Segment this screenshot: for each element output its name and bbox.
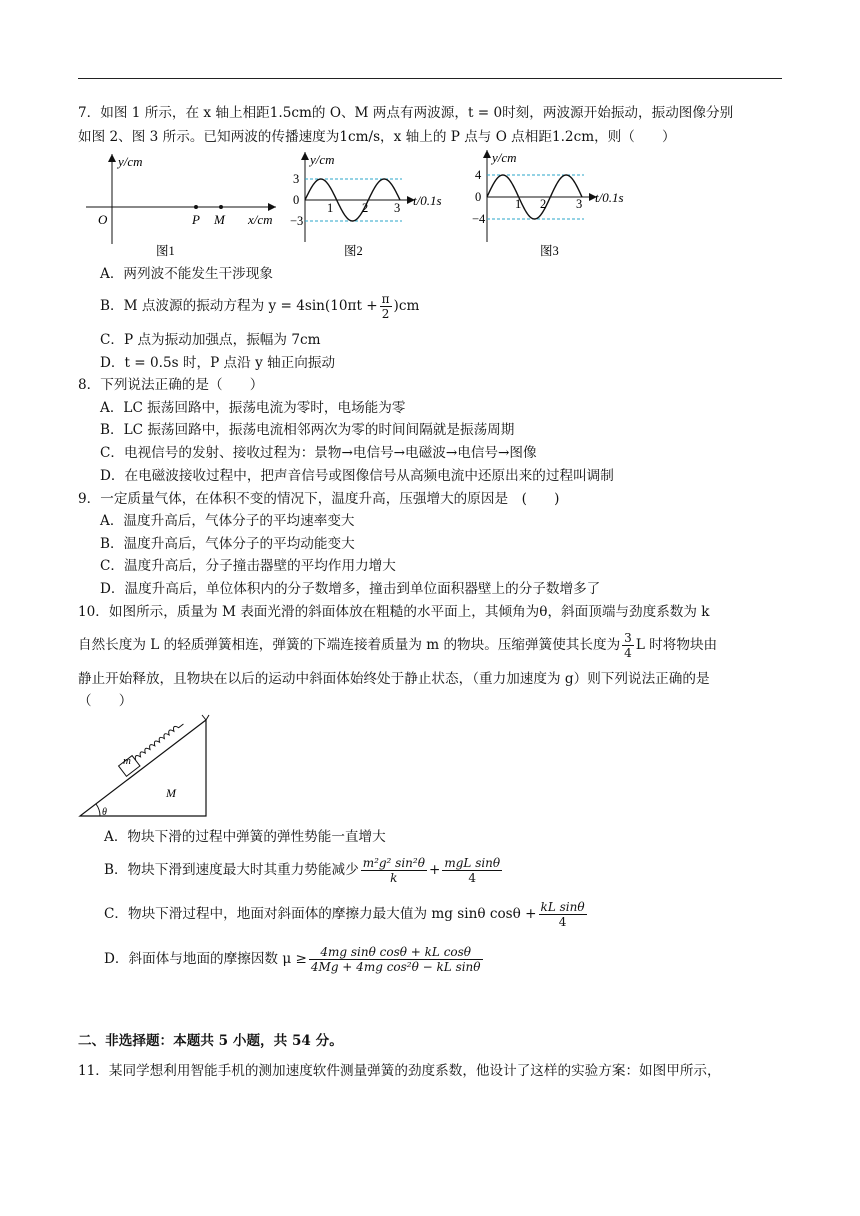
q10-option-d[interactable] — [104, 941, 485, 977]
q7-figure3 — [472, 148, 652, 262]
q7-option-d[interactable]: D．t = 0.5s 时，P 点沿 y 轴正向振动 — [100, 355, 336, 371]
fig3-xtick-2: 2 — [540, 197, 547, 211]
fig1-point-p — [194, 205, 198, 209]
fig3-ytick-bottom: −4 — [472, 212, 486, 226]
fig3-xtick-1: 1 — [515, 197, 522, 211]
q11-stem-line1: 11．某同学想利用智能手机的测加速度软件测量弹簧的劲度系数，他设计了这样的实验方案：如图甲所示， — [78, 1063, 721, 1079]
q10-option-c-text: C．物块下滑过程中，地面对斜面体的摩擦力最大值为 mg sinθ cosθ + — [104, 906, 537, 922]
fig2-ytick-top: 3 — [293, 172, 300, 186]
q10-option-b-fraction2: $\frac{\text{mgL sinθ}}{4}$ — [444, 856, 501, 885]
q7-stem-line1: 7．如图 1 所示，在 x 轴上相距1.5cm的 O、M 两点有两波源，t = 0时刻，两波源开始振动，振动图像分别 — [78, 105, 734, 121]
q10-option-c[interactable] — [104, 896, 589, 932]
q8-stem: 8．下列说法正确的是（ ） — [78, 377, 264, 393]
fig1-p-label: P — [192, 212, 200, 227]
fig1-caption: 图1 — [156, 244, 175, 258]
fig3-ylabel: y/cm — [492, 150, 517, 165]
q10-option-b-plus: + — [428, 862, 441, 878]
fig2-xtick-1: 1 — [327, 201, 334, 215]
fig3-ytick-top: 4 — [475, 168, 482, 182]
q7-option-b[interactable] — [100, 288, 419, 324]
q10-option-c-fraction: $\frac{\text{kL sinθ}}{4}$ — [540, 900, 585, 929]
fig3-caption: 图3 — [540, 244, 559, 258]
q10-option-b[interactable] — [104, 852, 504, 888]
q10-option-b-fraction1: $\frac{\text{m²g² sin²θ}}{k}$ — [362, 856, 425, 885]
q10-stem-line2 — [78, 627, 717, 663]
q9-stem: 9．一定质量气体，在体积不变的情况下，温度升高，压强增大的原因是 ( ) — [78, 491, 560, 507]
fig2-xtick-2: 2 — [362, 201, 369, 215]
fig2-ylabel: y/cm — [310, 152, 335, 167]
fig3-xtick-3: 3 — [576, 197, 583, 211]
q10-option-a[interactable]: A．物块下滑的过程中弹簧的弹性势能一直增大 — [104, 829, 386, 845]
q10-stem-line4: （ ） — [78, 693, 133, 709]
q10-incline-figure — [78, 714, 218, 820]
q7-option-c[interactable]: C．P 点为振动加强点，振幅为 7cm — [100, 332, 321, 348]
block-m-label: m — [123, 755, 131, 767]
q8-option-a[interactable]: A．LC 振荡回路中，振荡电流为零时，电场能为零 — [100, 400, 406, 416]
q8-option-d[interactable]: D．在电磁波接收过程中，把声音信号或图像信号从高频电流中还原出来的过程叫调制 — [100, 468, 614, 484]
q10-stem-line3: 静止开始释放，且物块在以后的运动中斜面体始终处于静止状态，（重力加速度为 g）则下列说法正确的是 — [78, 671, 710, 687]
q10-option-d-text: D．斜面体与地面的摩擦因数 μ ≥ — [104, 951, 307, 967]
q10-line2-tail: L 时将物块由 — [635, 637, 718, 653]
q7-option-b-fraction: $\frac{\pi}{2}$ — [381, 292, 390, 321]
fig2-caption: 图2 — [344, 244, 363, 258]
fig1-point-m — [219, 205, 223, 209]
q7-option-b-tail: )cm — [393, 298, 420, 314]
theta-arc — [96, 804, 100, 816]
header-rule — [78, 78, 782, 79]
q7-option-b-text: B．M 点波源的振动方程为 y = 4sin(10πt + — [100, 298, 378, 314]
section2-title: 二、非选择题：本题共 5 小题，共 54 分。 — [78, 1033, 343, 1049]
incline-M-label: M — [166, 786, 176, 800]
incline-triangle — [80, 720, 206, 816]
q9-option-a[interactable]: A．温度升高后，气体分子的平均速率变大 — [100, 513, 355, 529]
q10-line2-fraction: $\frac{3}{4}$ — [624, 631, 632, 660]
fig1-xlabel: x/cm — [248, 212, 273, 227]
q10-line2-text: 自然长度为 L 的轻质弹簧相连，弹簧的下端连接着质量为 m 的物块。压缩弹簧使其长度为 — [78, 637, 621, 653]
fig2-ytick-zero: 0 — [293, 193, 300, 207]
spring — [134, 721, 184, 760]
q7-figure2 — [290, 150, 470, 262]
q9-option-b[interactable]: B．温度升高后，气体分子的平均动能变大 — [100, 536, 355, 552]
q7-stem-line2: 如图 2、图 3 所示。已知两波的传播速度为1cm/s，x 轴上的 P 点与 O 点相距1.2cm，则（ ） — [78, 129, 676, 145]
q7-figure1 — [86, 152, 286, 260]
fig1-origin-label: O — [98, 212, 108, 227]
fig3-xlabel: t/0.1s — [595, 190, 624, 205]
q9-option-d[interactable]: D．温度升高后，单位体积内的分子数增多，撞击到单位面积器壁上的分子数增多了 — [100, 581, 601, 597]
fig3-ytick-zero: 0 — [475, 190, 482, 204]
q9-option-c[interactable]: C．温度升高后，分子撞击器壁的平均作用力增大 — [100, 558, 396, 574]
q10-stem-line1: 10．如图所示，质量为 M 表面光滑的斜面体放在粗糙的水平面上，其倾角为θ，斜面顶端与劲度系数为 k — [78, 604, 710, 620]
fig2-xlabel: t/0.1s — [413, 193, 442, 208]
q10-option-b-text: B．物块下滑到速度最大时其重力势能减少 — [104, 862, 359, 878]
q8-option-c[interactable]: C．电视信号的发射、接收过程为：景物→电信号→电磁波→电信号→图像 — [100, 445, 537, 461]
fig2-ytick-bottom: −3 — [290, 214, 304, 228]
q7-option-a[interactable]: A．两列波不能发生干涉现象 — [100, 266, 273, 282]
q8-option-b[interactable]: B．LC 振荡回路中，振荡电流相邻两次为零的时间间隔就是振荡周期 — [100, 422, 515, 438]
q10-option-d-fraction: $\frac{\text{4mg sinθ cosθ + kL cosθ}}{\text{4Mg + 4mg cos²θ − kL sinθ}}$ — [310, 945, 481, 974]
theta-label: θ — [102, 807, 107, 818]
fig2-xtick-3: 3 — [394, 201, 401, 215]
fig1-ylabel: y/cm — [118, 154, 143, 169]
fig1-m-label: M — [214, 212, 225, 227]
